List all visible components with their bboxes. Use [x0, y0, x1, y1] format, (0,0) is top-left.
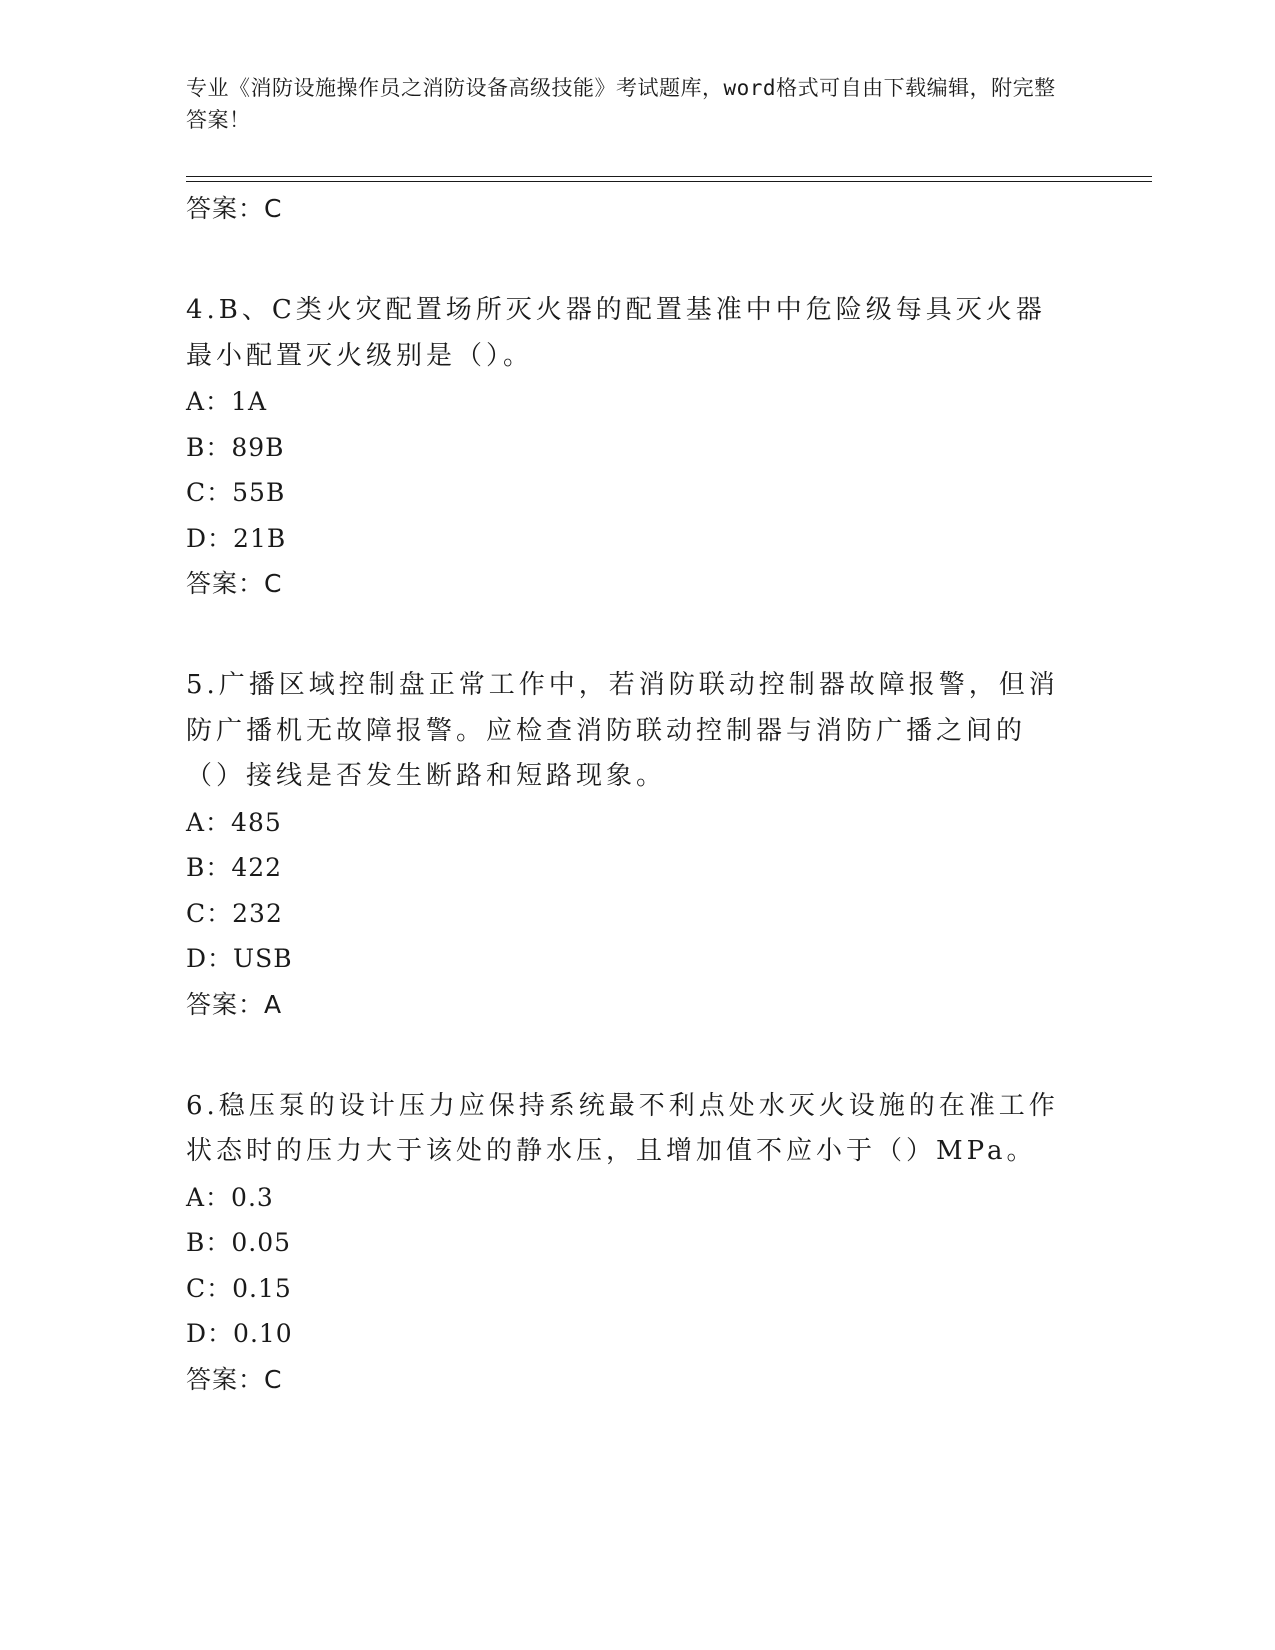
option-d: D：21B — [186, 523, 287, 553]
answer-line: 答案：C — [186, 569, 283, 598]
option-a: A：0.3 — [186, 1182, 274, 1212]
question-item — [186, 1084, 1086, 1403]
question-item — [186, 663, 1086, 1028]
option-c: C：0.15 — [186, 1273, 292, 1303]
option-d: D：USB — [186, 944, 293, 973]
option-a: A：1A — [186, 387, 268, 416]
answer-line: 答案：C — [186, 1364, 283, 1394]
document-header: 专业《消防设施操作员之消防设备高级技能》考试题库，word格式可自由下载编辑，附完整答案！ — [186, 76, 1056, 132]
option-b: B：89B — [186, 432, 285, 462]
answer-line: 答案：A — [186, 989, 283, 1019]
question-list — [186, 186, 1086, 1403]
header-divider — [186, 176, 1152, 177]
option-d: D：0.10 — [186, 1319, 293, 1348]
option-c: C：232 — [186, 898, 283, 928]
question-text: 4.B、C类火灾配置场所灭火器的配置基准中中危险级每具灭火器最小配置灭火级别是（）。 — [186, 295, 1046, 371]
question-item — [186, 288, 1086, 607]
question-text: 6.稳压泵的设计压力应保持系统最不利点处水灭火设施的在准工作状态时的压力大于该处的静水压，且增加值不应小于（）MPa。 — [186, 1090, 1059, 1166]
header-divider-secondary — [186, 181, 1152, 182]
answer-line: 答案：C — [186, 194, 283, 223]
option-b: B：422 — [186, 853, 283, 882]
option-c: C：55B — [186, 478, 286, 507]
option-a: A：485 — [186, 807, 282, 837]
question-text: 5.广播区域控制盘正常工作中，若消防联动控制器故障报警，但消防广播机无故障报警。应检查消防联动控制器与消防广播之间的（）接线是否发生断路和短路现象。 — [186, 670, 1059, 791]
option-b: B：0.05 — [186, 1228, 292, 1257]
